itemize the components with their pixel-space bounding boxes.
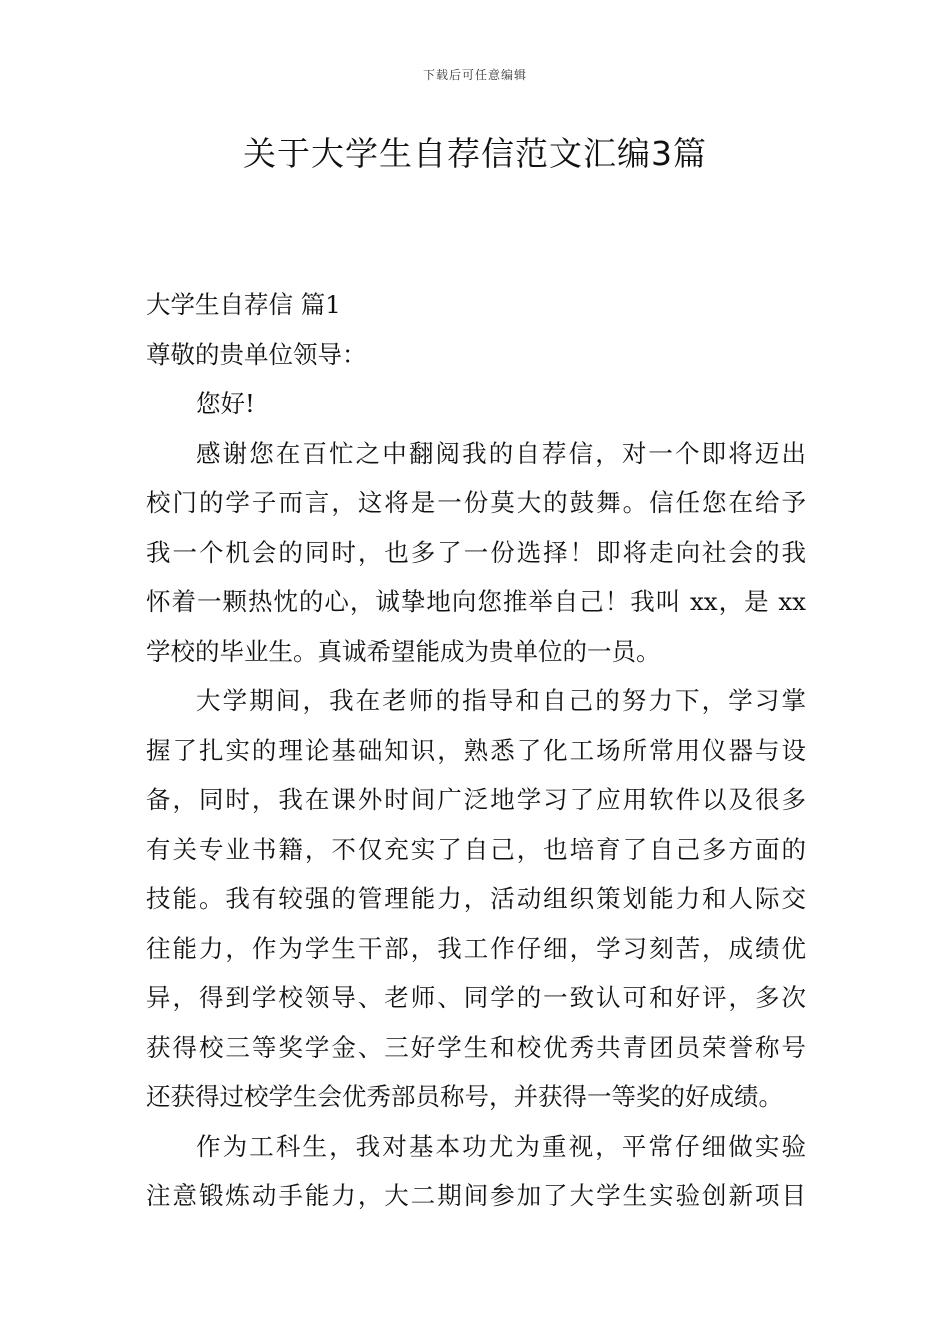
paragraph-line: 往能力，作为学生干部，我工作仔细，学习刻苦，成绩优: [146, 933, 806, 963]
paragraph-line: 学校的毕业生。真诚希望能成为贵单位的一员。: [146, 636, 661, 666]
paragraph-line: 感谢您在百忙之中翻阅我的自荐信，对一个即将迈出: [196, 438, 806, 468]
section-heading: 大学生自荐信 篇1: [146, 290, 341, 319]
paragraph-line: 作为工科生，我对基本功尤为重视，平常仔细做实验: [196, 1131, 806, 1161]
paragraph-line: 大学期间，我在老师的指导和自己的努力下，学习掌: [196, 686, 806, 715]
greeting: 您好!: [196, 389, 255, 418]
paragraph-line: 还获得过校学生会优秀部员称号，并获得一等奖的好成绩。: [146, 1082, 783, 1111]
paragraph-line: 怀着一颗热忱的心，诚挚地向您推举自己！我叫 xx，是 xx: [146, 587, 806, 616]
paragraph-line: 校门的学子而言，这将是一份莫大的鼓舞。信任您在给予: [146, 488, 806, 517]
paragraph-line: 异，得到学校领导、老师、同学的一致认可和好评，多次: [146, 983, 806, 1012]
paragraph-line: 获得校三等奖学金、三好学生和校优秀共青团员荣誉称号: [146, 1032, 806, 1062]
paragraph-line: 注意锻炼动手能力，大二期间参加了大学生实验创新项目: [146, 1181, 806, 1210]
paragraph-line: 握了扎实的理论基础知识，熟悉了化工场所常用仪器与设: [146, 735, 806, 765]
header-note: 下载后可任意编辑: [422, 68, 527, 82]
document-body: [146, 280, 806, 1221]
paragraph-line: 备，同时，我在课外时间广泛地学习了应用软件以及很多: [146, 785, 806, 814]
document-title: 关于大学生自荐信范文汇编3篇: [243, 134, 707, 173]
paragraph: [146, 1122, 806, 1221]
salutation: 尊敬的贵单位领导：: [146, 339, 367, 369]
paragraph: [146, 676, 806, 1122]
paragraph-line: 技能。我有较强的管理能力，活动组织策划能力和人际交: [146, 884, 806, 913]
paragraph-line: 我一个机会的同时，也多了一份选择！即将走向社会的我: [146, 537, 806, 567]
paragraph-line: 有关专业书籍，不仅充实了自己，也培育了自己多方面的: [146, 834, 806, 864]
paragraph: [146, 429, 806, 677]
